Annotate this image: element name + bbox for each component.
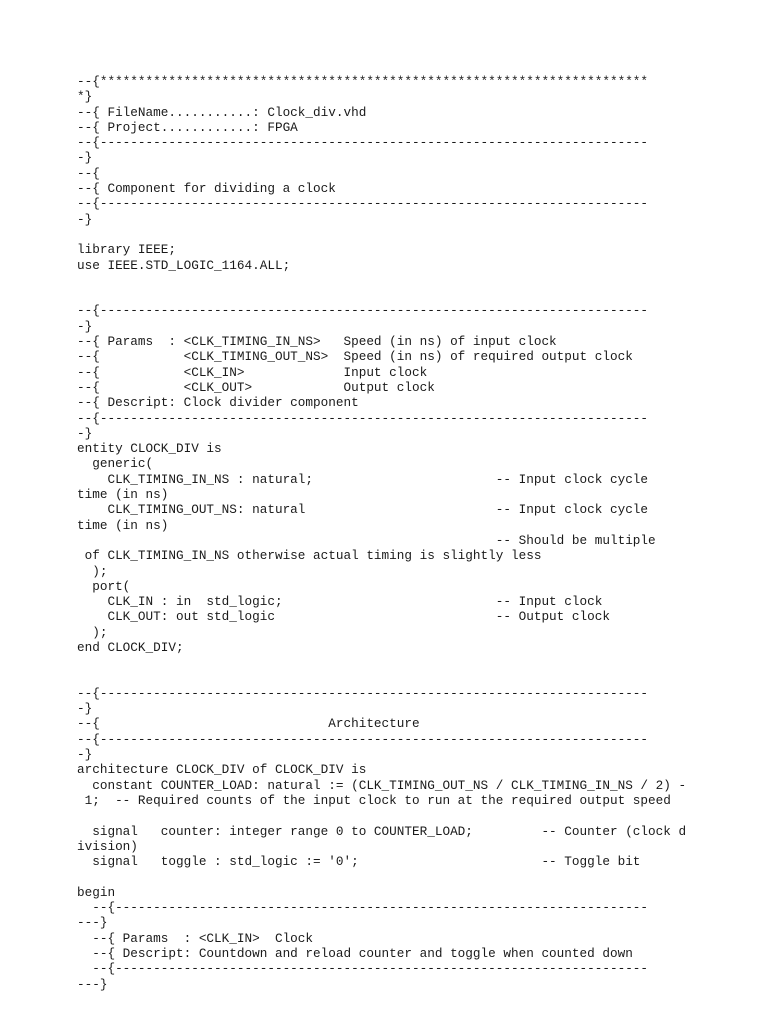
- code-line: of CLK_TIMING_IN_NS otherwise actual timing is slightly less: [77, 548, 542, 564]
- code-line: --{ Descript: Clock divider component: [77, 395, 359, 411]
- code-line: -}: [77, 747, 93, 763]
- code-line: ---}: [77, 976, 108, 992]
- code-line: CLK_TIMING_OUT_NS: natural -- Input clock cycle: [77, 502, 649, 518]
- code-line: --{************************************************************************: [77, 74, 649, 89]
- code-line: CLK_TIMING_IN_NS : natural; -- Input clock cycle: [77, 471, 649, 487]
- code-line: begin: [77, 884, 116, 900]
- code-line: architecture CLOCK_DIV of CLOCK_DIV is: [77, 762, 367, 778]
- code-line: *}: [77, 89, 93, 105]
- code-line: --{ FileName...........: Clock_div.vhd: [77, 104, 367, 120]
- code-line: time (in ns): [77, 487, 169, 503]
- code-line: --{ Params : <CLK_TIMING_IN_NS> Speed (in ns) of input clock: [77, 334, 557, 350]
- code-line: --{------------------------------------------------------------------------: [77, 410, 649, 426]
- code-line: [77, 273, 686, 288]
- code-line: --{------------------------------------------------------------------------: [77, 731, 649, 747]
- code-line: --{ Descript: Countdown and reload counter and toggle when counted down: [77, 945, 633, 961]
- code-line: --{: [77, 165, 100, 181]
- code-line: --{ <CLK_IN> Input clock: [77, 364, 428, 380]
- code-line: ivision): [77, 838, 138, 854]
- code-line: --{------------------------------------------------------------------------: [77, 196, 649, 212]
- code-line: --{ <CLK_TIMING_OUT_NS> Speed (in ns) of required output clock: [77, 349, 633, 365]
- code-line: CLK_OUT: out std_logic -- Output clock: [77, 609, 610, 625]
- code-line: [77, 869, 686, 884]
- code-line: ---}: [77, 915, 108, 931]
- code-line: generic(: [77, 456, 154, 472]
- code-line: end CLOCK_DIV;: [77, 639, 184, 655]
- vhdl-source-listing: [77, 74, 686, 992]
- code-line: [77, 655, 686, 670]
- code-line: -}: [77, 150, 93, 166]
- code-line: 1; -- Required counts of the input clock to run at the required output speed: [77, 792, 671, 808]
- code-line: use IEEE.STD_LOGIC_1164.ALL;: [77, 257, 291, 273]
- code-line: -}: [77, 318, 93, 334]
- code-line: -- Should be multiple: [77, 532, 656, 548]
- code-line: -}: [77, 701, 93, 717]
- code-line: port(: [77, 578, 131, 594]
- code-line: CLK_IN : in std_logic; -- Input clock: [77, 594, 603, 610]
- code-line: );: [77, 563, 108, 579]
- code-line: --{------------------------------------------------------------------------: [77, 303, 649, 319]
- code-line: --{ Project............: FPGA: [77, 119, 298, 135]
- code-line: [77, 671, 686, 686]
- code-line: signal counter: integer range 0 to COUNTER_LOAD; -- Counter (clock d: [77, 823, 687, 839]
- code-line: --{ Component for dividing a clock: [77, 181, 336, 197]
- code-line: [77, 808, 686, 823]
- code-line: library IEEE;: [77, 242, 176, 258]
- code-line: --{ Params : <CLK_IN> Clock: [77, 930, 314, 946]
- code-line: --{----------------------------------------------------------------------: [77, 900, 649, 916]
- code-line: --{----------------------------------------------------------------------: [77, 961, 649, 977]
- code-line: signal toggle : std_logic := '0'; -- Toggle bit: [77, 854, 641, 870]
- code-line: constant COUNTER_LOAD: natural := (CLK_TIMING_OUT_NS / CLK_TIMING_IN_NS / 2) -: [77, 777, 687, 793]
- code-line: -}: [77, 211, 93, 227]
- code-line: -}: [77, 425, 93, 441]
- code-line: --{------------------------------------------------------------------------: [77, 685, 649, 701]
- code-line: --{ Architecture: [77, 716, 420, 732]
- code-line: [77, 227, 686, 242]
- code-line: entity CLOCK_DIV is: [77, 441, 222, 457]
- code-line: );: [77, 624, 108, 640]
- code-line: [77, 288, 686, 303]
- code-line: --{------------------------------------------------------------------------: [77, 135, 649, 151]
- code-line: time (in ns): [77, 517, 169, 533]
- code-line: --{ <CLK_OUT> Output clock: [77, 379, 435, 395]
